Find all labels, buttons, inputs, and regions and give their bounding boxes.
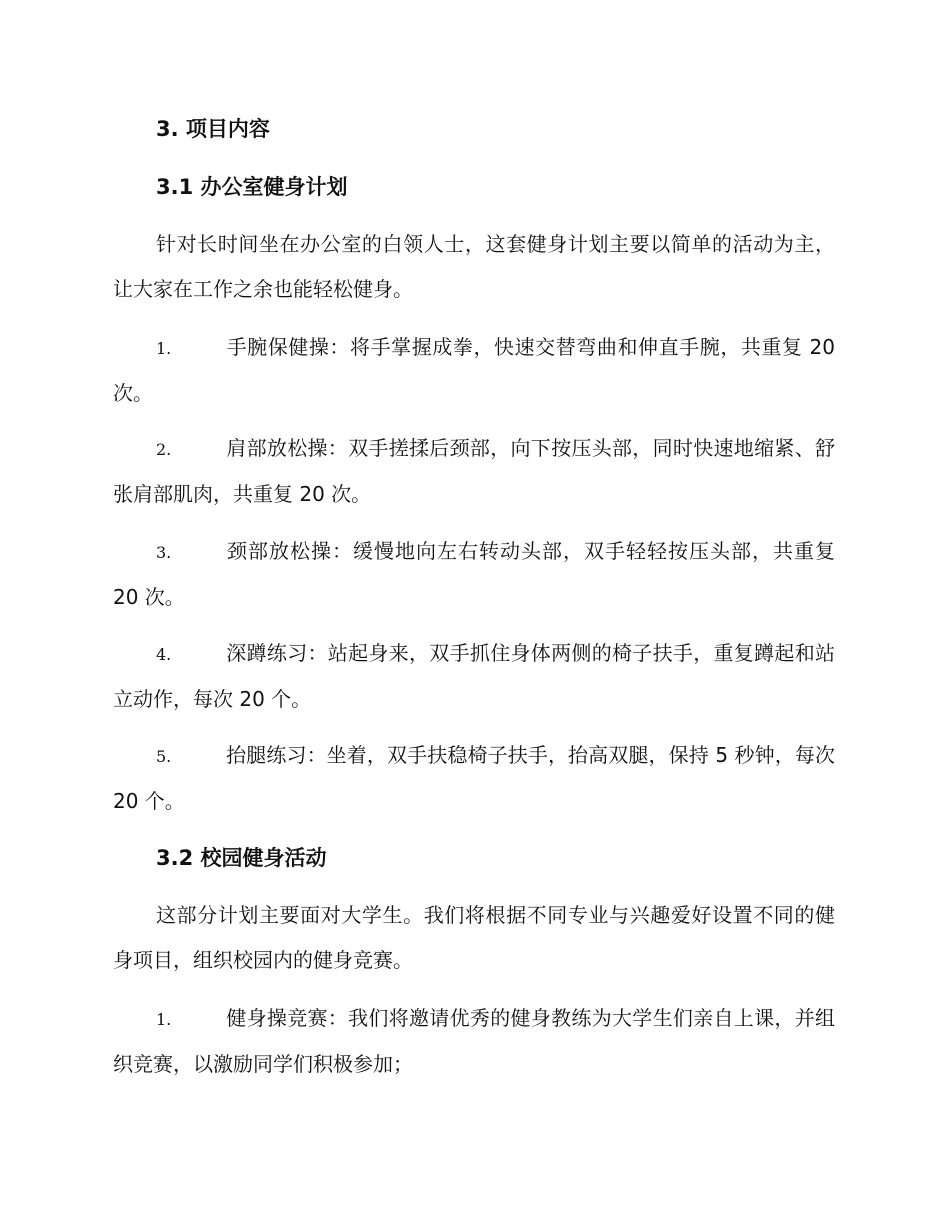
list-number: 4. <box>156 645 172 664</box>
list-item-text: 健身操竞赛：我们将邀请优秀的健身教练为大学生们亲自上课，并组织竞赛，以激励同学们积极参加； <box>113 1006 835 1076</box>
list-item-text: 手腕保健操：将手掌握成拳，快速交替弯曲和伸直手腕，共重复 20 次。 <box>113 335 835 405</box>
office-intro-paragraph: 针对长时间坐在办公室的白领人士，这套健身计划主要以简单的活动为主，让大家在工作之余也能轻松健身。 <box>113 232 835 301</box>
subsection-heading-office: 3.1 办公室健身计划 <box>156 175 348 199</box>
list-number: 1. <box>156 1010 172 1029</box>
list-number: 2. <box>156 440 172 459</box>
office-list-item <box>113 325 835 416</box>
office-list-item <box>113 426 835 517</box>
list-number: 1. <box>156 339 172 358</box>
list-number: 5. <box>156 747 172 766</box>
office-list-item <box>113 733 835 824</box>
list-item-text: 肩部放松操：双手搓揉后颈部，向下按压头部，同时快速地缩紧、舒张肩部肌肉，共重复 20 次。 <box>113 436 835 506</box>
office-list-item <box>113 631 835 722</box>
office-list-item <box>113 529 835 620</box>
list-item-text: 颈部放松操：缓慢地向左右转动头部，双手轻轻按压头部，共重复 20 次。 <box>113 539 835 609</box>
section-heading: 3. 项目内容 <box>156 117 270 141</box>
campus-list-item <box>113 996 835 1087</box>
subsection-heading-campus: 3.2 校园健身活动 <box>156 846 327 870</box>
list-item-text: 抬腿练习：坐着，双手扶稳椅子扶手，抬高双腿，保持 5 秒钟，每次 20 个。 <box>113 743 835 813</box>
list-number: 3. <box>156 543 172 562</box>
list-item-text: 深蹲练习：站起身来，双手抓住身体两侧的椅子扶手，重复蹲起和站立动作，每次 20 个。 <box>113 641 835 711</box>
campus-intro-paragraph: 这部分计划主要面对大学生。我们将根据不同专业与兴趣爱好设置不同的健身项目，组织校园内的健身竞赛。 <box>113 903 835 972</box>
